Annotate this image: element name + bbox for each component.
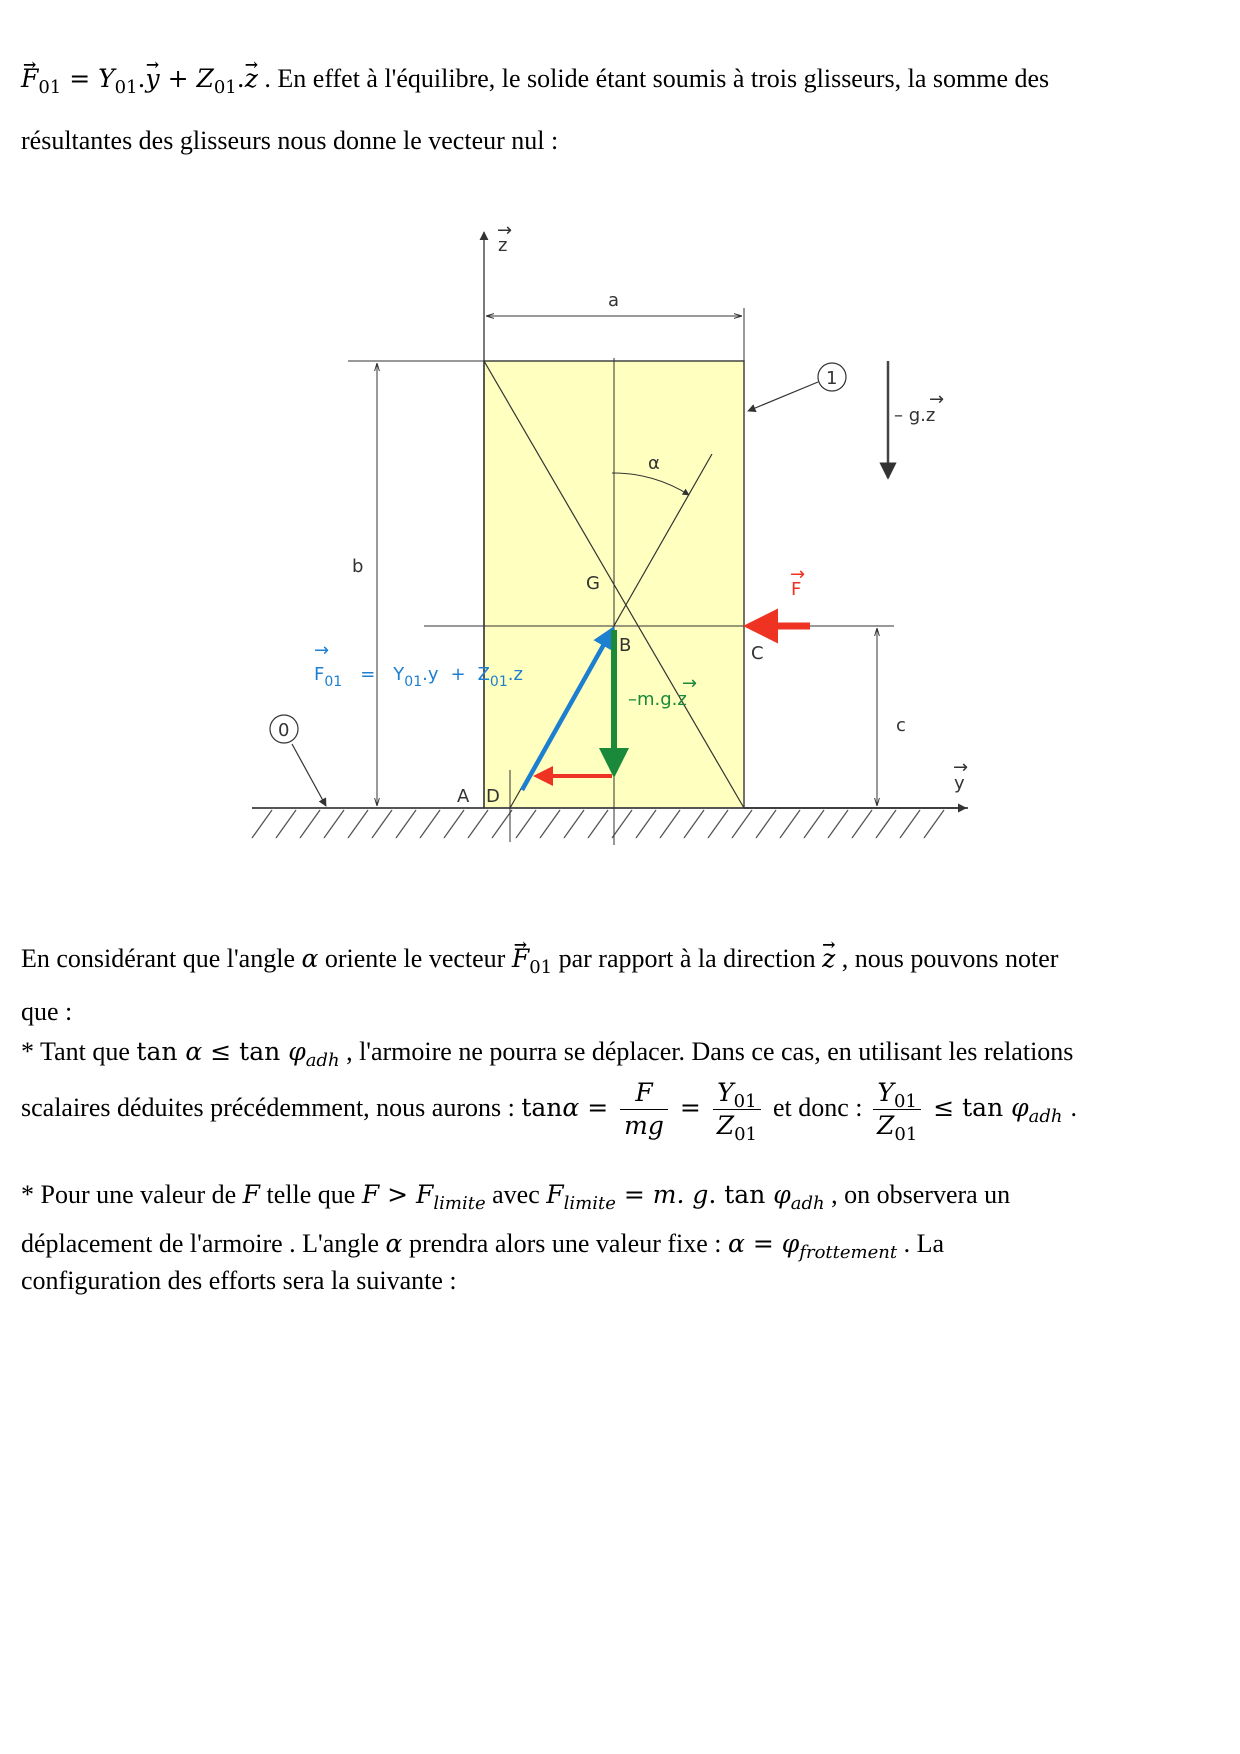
paragraph-3-line-1: * Tant que $\tan \alpha \le \tan \varphi_{adh}$ , l'armoire ne pourra se déplacer. Dans ce cas, en utilisant les relations <box>21 1037 1074 1071</box>
label-D: D <box>486 786 500 807</box>
label-c: c <box>896 715 906 736</box>
label-B: B <box>619 635 632 656</box>
paragraph-1-line-2: résultantes des glisseurs nous donne le vecteur nul : <box>21 126 559 155</box>
paragraph-2-line-2: que : <box>21 997 73 1026</box>
paragraph-4-line-3: configuration des efforts sera la suivante : <box>21 1266 457 1295</box>
label-F-arrow: → <box>790 564 806 585</box>
label-weight-vec: → <box>682 673 698 694</box>
ground <box>252 808 968 838</box>
y-axis-arrow: → <box>953 757 969 778</box>
part-0-leader <box>292 744 326 806</box>
paragraph-1-text-1: . En effet à l'équilibre, le solide étant soumis à trois glisseurs, la somme des <box>264 64 1050 93</box>
label-gravity: – g.z <box>894 405 936 426</box>
inequality-ratio: $\frac{Y_{01}}{Z_{01}}$ ≤ $\tan \varphi_{adh}$ <box>869 1093 1070 1122</box>
inequality-F: $F > F_{limite}$ <box>361 1180 486 1214</box>
label-C: C <box>751 643 764 664</box>
label-b: b <box>352 556 364 577</box>
label-F01: $F_{01} = Y_{01}.y + Z_{01}.z$ <box>314 664 523 690</box>
label-gravity-vec: → <box>929 389 945 410</box>
equation-tan-alpha: tanα = $\frac{F}{mg}$ = $\frac{Y_{01}}{Z_{01}}$ <box>521 1093 773 1122</box>
alpha-symbol: α <box>301 944 319 973</box>
paragraph-2-line-1: En considérant que l'angle α oriente le vecteur → $F_{01}$ par rapport à la direction → z , nous pouvons noter <box>21 946 1221 972</box>
y-axis-label: y <box>954 773 965 794</box>
label-part-0: 0 <box>278 720 290 741</box>
vector-F01: → $F_{01}$ <box>512 944 552 973</box>
inequality-tan: $\tan \alpha \le \tan \varphi_{adh}$ <box>136 1037 340 1071</box>
equation-alpha-phi: $\alpha = \varphi_{frottement}$ <box>728 1229 898 1263</box>
part-1-leader <box>748 382 818 411</box>
formula-F01: → $F_{01} = Y_{01}.\to y + Z_{01}.\to z$ <box>21 64 258 93</box>
label-a: a <box>608 290 620 311</box>
equation-F-limite: $F_{limite} = m$. g. $\tan \varphi_{adh}$ <box>546 1180 825 1214</box>
label-F: F <box>791 579 802 600</box>
label-F01-vec: → <box>314 640 330 661</box>
label-G: G <box>586 573 600 594</box>
z-axis-arrow: → <box>497 220 513 241</box>
paragraph-4-line-1: * Pour une valeur de F telle que $F > F_{limite}$ avec $F_{limite} = m$. g. $\tan \varphi_{adh}$ , on observera un <box>21 1180 1011 1214</box>
label-weight: –m.g.z <box>628 689 687 710</box>
label-A: A <box>457 786 470 807</box>
z-axis-label: z <box>498 235 508 256</box>
paragraph-3-line-2: scalaires déduites précédemment, nous aurons : tanα = $\frac{F}{mg}$ = $\frac{Y_{01}}{Z_{01}}$ et donc : $\frac{Y_{01}}{Z_{01}}$ ≤ $\tan \varphi_{adh}$ . <box>21 1078 1077 1145</box>
vector-z: → z <box>822 946 835 972</box>
label-alpha: α <box>648 453 660 474</box>
paragraph-4-line-2: déplacement de l'armoire . L'angle α prendra alors une valeur fixe : $\alpha = \varphi_{frottement}$ . La <box>21 1229 944 1263</box>
label-part-1: 1 <box>826 368 838 389</box>
